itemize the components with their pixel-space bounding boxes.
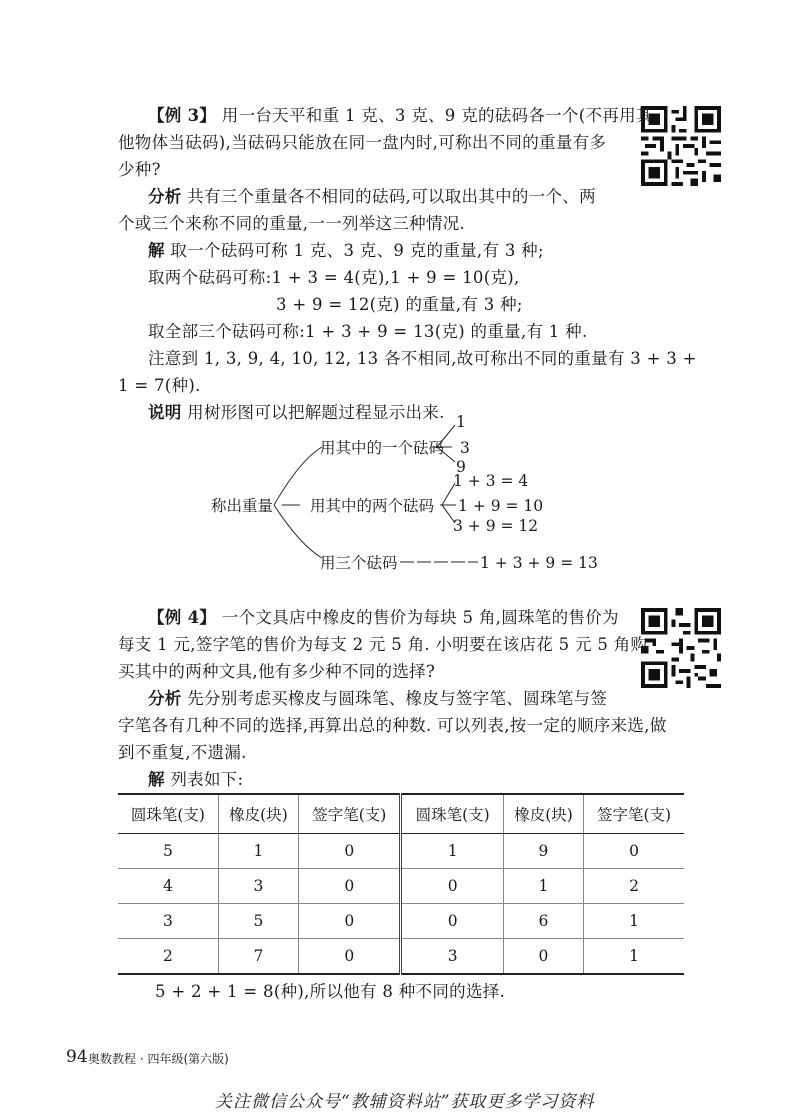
table-row	[118, 939, 684, 975]
ex3-solution-4: 取全部三个砝码可称:1 + 3 + 9 = 13(克) 的重量,有 1 种.	[148, 322, 588, 341]
ex3-analysis-2: 个或三个来称不同的重量,一一列举这三种情况.	[118, 214, 466, 233]
ex3-note: 说明 用树形图可以把解题过程显示出来.	[148, 403, 445, 422]
ex3-line-1: 【例 3】 用一台天平和重 1 克、3 克、9 克的砝码各一个(不再用其	[148, 106, 653, 125]
ex4-analysis-3: 到不重复,不遗漏.	[118, 743, 247, 762]
watermark-text: 关注微信公众号“教辅资料站”获取更多学习资料	[215, 1092, 595, 1112]
table-cell: 0	[401, 869, 503, 904]
table-header-cell: 签字笔(支)	[299, 794, 401, 834]
tree-leaf: 1 + 9 = 10	[458, 497, 544, 515]
tree-leaf: 3 + 9 = 12	[453, 517, 539, 535]
selection-table	[118, 793, 684, 975]
tree-leaf: 1	[456, 413, 466, 431]
table-cell: 0	[299, 939, 401, 975]
ex3-line-3: 少种?	[118, 160, 161, 179]
table-cell: 1	[584, 904, 684, 939]
ex4-line-3: 买其中的两种文具,他有多少种不同的选择?	[118, 662, 436, 681]
table-cell: 1	[218, 834, 298, 869]
tree-branch-two: 用其中的两个砝码	[310, 497, 435, 515]
tree-branch-one: 用其中的一个砝码	[320, 439, 445, 457]
tree-root: 称出重量	[211, 497, 274, 515]
table-cell: 3	[118, 904, 218, 939]
ex4-conclusion: 5 + 2 + 1 = 8(种),所以他有 8 种不同的选择.	[155, 982, 506, 1001]
table-header-cell: 圆珠笔(支)	[118, 794, 218, 834]
ex3-solution-5: 注意到 1, 3, 9, 4, 10, 12, 13 各不相同,故可称出不同的重量有 3 + 3 +	[148, 349, 697, 368]
tree-leaf: 3	[460, 439, 470, 457]
table-header-cell: 圆珠笔(支)	[401, 794, 503, 834]
table-header-cell: 签字笔(支)	[584, 794, 684, 834]
ex4-line-1: 【例 4】 一个文具店中橡皮的售价为每块 5 角,圆珠笔的售价为	[148, 608, 619, 627]
table-cell: 2	[118, 939, 218, 975]
tree-branch-three: 用三个砝码	[320, 554, 398, 572]
table-cell: 0	[584, 834, 684, 869]
ex3-line-2: 他物体当砝码),当砝码只能放在同一盘内时,可称出不同的重量有多	[118, 133, 607, 152]
qr-code-icon	[641, 608, 721, 688]
table-cell: 1	[503, 869, 583, 904]
tree-leaf: 1 + 3 + 9 = 13	[480, 554, 598, 572]
book-title: 奥数教程 · 四年级(第六版)	[88, 1052, 229, 1066]
ex3-solution-2: 取两个砝码可称:1 + 3 = 4(克),1 + 9 = 10(克),	[148, 268, 520, 287]
table-cell: 9	[503, 834, 583, 869]
ex4-analysis-2: 字笔各有几种不同的选择,再算出总的种数. 可以列表,按一定的顺序来选,做	[118, 716, 667, 735]
table-header-cell: 橡皮(块)	[218, 794, 298, 834]
table-cell: 1	[584, 939, 684, 975]
table-row	[118, 869, 684, 904]
table-cell: 0	[299, 904, 401, 939]
table-cell: 5	[218, 904, 298, 939]
table-row	[118, 834, 684, 869]
tree-leaf: 9	[456, 458, 466, 476]
ex3-solution: 解 取一个砝码可称 1 克、3 克、9 克的重量,有 3 种;	[148, 241, 544, 260]
page-number: 94	[66, 1047, 88, 1067]
ex3-solution-3: 3 + 9 = 12(克) 的重量,有 3 种;	[276, 295, 523, 314]
table-cell: 7	[218, 939, 298, 975]
table-cell: 0	[299, 869, 401, 904]
table-cell: 0	[401, 904, 503, 939]
table-cell: 0	[503, 939, 583, 975]
table-cell: 3	[401, 939, 503, 975]
ex3-analysis: 分析 共有三个重量各不相同的砝码,可以取出其中的一个、两	[148, 187, 596, 206]
table-cell: 0	[299, 834, 401, 869]
ex3-tag: 【例 3】	[148, 106, 217, 125]
table-cell: 5	[118, 834, 218, 869]
ex4-analysis: 分析 先分别考虑买橡皮与圆珠笔、橡皮与签字笔、圆珠笔与签	[148, 689, 608, 708]
table-cell: 3	[218, 869, 298, 904]
table-cell: 1	[401, 834, 503, 869]
ex4-solution: 解 列表如下:	[148, 770, 244, 789]
table-cell: 4	[118, 869, 218, 904]
table-header-cell: 橡皮(块)	[503, 794, 583, 834]
table-row	[118, 904, 684, 939]
table-cell: 6	[503, 904, 583, 939]
table-header-row	[118, 794, 684, 834]
table-cell: 2	[584, 869, 684, 904]
ex4-line-2: 每支 1 元,签字笔的售价为每支 2 元 5 角. 小明要在该店花 5 元 5 角购	[118, 635, 648, 654]
tree-leaf: 1 + 3 = 4	[453, 472, 529, 490]
ex4-tag: 【例 4】	[148, 608, 217, 627]
ex3-solution-6: 1 = 7(种).	[118, 376, 201, 395]
